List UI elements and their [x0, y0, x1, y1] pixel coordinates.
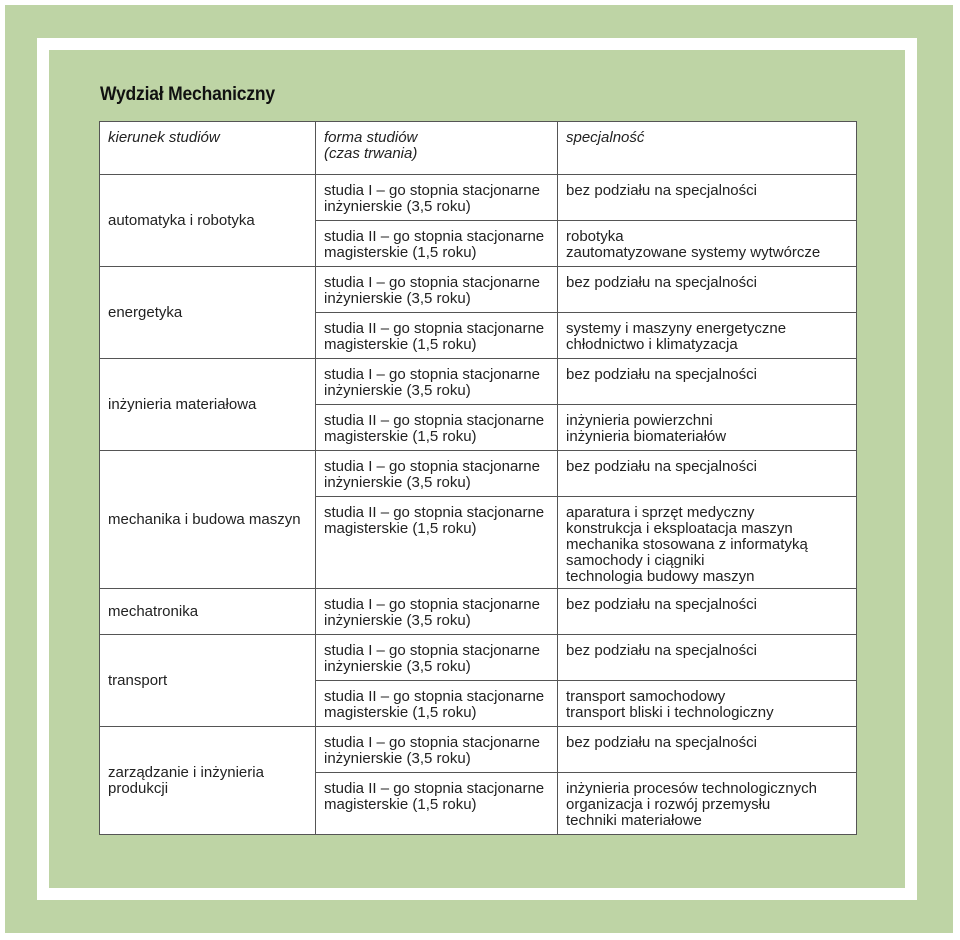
- study-form-line: studia II – go stopnia stacjonarne: [324, 228, 545, 245]
- table-row: [100, 451, 857, 497]
- field-of-study-cell: energetyka: [100, 267, 316, 359]
- study-form-line: magisterskie (1,5 roku): [324, 520, 477, 537]
- study-form-line: studia I – go stopnia stacjonarne: [324, 366, 540, 383]
- field-of-study-cell: transport: [100, 635, 316, 727]
- table-row: [100, 635, 857, 681]
- header-specialty: specjalność: [558, 122, 857, 175]
- study-form-line: magisterskie (1,5 roku): [324, 704, 477, 721]
- specialty-cell: [558, 405, 857, 451]
- specialty-item: bez podziału na specjalności: [566, 596, 757, 613]
- specialty-cell: [558, 681, 857, 727]
- study-form-cell: [316, 773, 558, 835]
- study-form-line: studia II – go stopnia stacjonarne: [324, 780, 545, 797]
- table-row: [100, 727, 857, 773]
- specialty-item: chłodnictwo i klimatyzacja: [566, 336, 738, 353]
- specialty-cell: [558, 451, 857, 497]
- study-form-line: studia I – go stopnia stacjonarne: [324, 458, 540, 475]
- specialty-item: zautomatyzowane systemy wytwórcze: [566, 244, 821, 261]
- specialty-cell: [558, 589, 857, 635]
- study-form-line: inżynierskie (3,5 roku): [324, 198, 471, 215]
- specialty-item: robotyka: [566, 228, 624, 245]
- specialty-item: transport samochodowy: [566, 688, 726, 705]
- specialty-item: bez podziału na specjalności: [566, 734, 757, 751]
- programs-table: [99, 121, 857, 835]
- field-of-study-cell: zarządzanie i inżynieria produkcji: [100, 727, 316, 835]
- specialty-item: organizacja i rozwój przemysłu: [566, 796, 771, 813]
- study-form-line: studia I – go stopnia stacjonarne: [324, 596, 540, 613]
- study-form-line: studia II – go stopnia stacjonarne: [324, 412, 545, 429]
- study-form-line: inżynierskie (3,5 roku): [324, 290, 471, 307]
- study-form-cell: [316, 727, 558, 773]
- study-form-cell: [316, 451, 558, 497]
- study-form-cell: [316, 405, 558, 451]
- field-of-study-cell: mechatronika: [100, 589, 316, 635]
- study-form-line: magisterskie (1,5 roku): [324, 336, 477, 353]
- field-of-study-cell: inżynieria materiałowa: [100, 359, 316, 451]
- specialty-item: inżynieria powierzchni: [566, 412, 713, 429]
- specialty-cell: [558, 267, 857, 313]
- study-form-line: inżynierskie (3,5 roku): [324, 658, 471, 675]
- header-form-line2: (czas trwania): [324, 145, 418, 162]
- specialty-item: inżynieria biomateriałów: [566, 428, 727, 445]
- study-form-cell: [316, 359, 558, 405]
- study-form-line: studia I – go stopnia stacjonarne: [324, 182, 540, 199]
- table-header-row: [100, 122, 857, 175]
- study-form-cell: [316, 589, 558, 635]
- table-row: [100, 175, 857, 221]
- study-form-line: magisterskie (1,5 roku): [324, 428, 477, 445]
- study-form-cell: [316, 635, 558, 681]
- specialty-cell: [558, 635, 857, 681]
- study-form-line: studia II – go stopnia stacjonarne: [324, 320, 545, 337]
- specialty-item: technologia budowy maszyn: [566, 568, 755, 585]
- study-form-line: studia I – go stopnia stacjonarne: [324, 734, 540, 751]
- specialty-cell: [558, 727, 857, 773]
- specialty-item: konstrukcja i eksploatacja maszyn: [566, 520, 793, 537]
- specialty-item: aparatura i sprzęt medyczny: [566, 504, 755, 521]
- specialty-item: bez podziału na specjalności: [566, 642, 757, 659]
- specialty-item: mechanika stosowana z informatyką: [566, 536, 808, 553]
- study-form-line: inżynierskie (3,5 roku): [324, 612, 471, 629]
- specialty-item: bez podziału na specjalności: [566, 458, 757, 475]
- study-form-cell: [316, 267, 558, 313]
- field-of-study-cell: mechanika i budowa maszyn: [100, 451, 316, 589]
- field-of-study-cell: automatyka i robotyka: [100, 175, 316, 267]
- header-form: [316, 122, 558, 175]
- specialty-item: transport bliski i technologiczny: [566, 704, 774, 721]
- table-body: [100, 175, 857, 835]
- specialty-item: samochody i ciągniki: [566, 552, 705, 569]
- study-form-line: inżynierskie (3,5 roku): [324, 474, 471, 491]
- study-form-cell: [316, 175, 558, 221]
- specialty-cell: [558, 175, 857, 221]
- study-form-cell: [316, 497, 558, 589]
- specialty-cell: [558, 313, 857, 359]
- specialty-item: systemy i maszyny energetyczne: [566, 320, 787, 337]
- specialty-cell: [558, 221, 857, 267]
- table-row: [100, 589, 857, 635]
- specialty-item: bez podziału na specjalności: [566, 366, 757, 383]
- table-row: [100, 359, 857, 405]
- specialty-item: bez podziału na specjalności: [566, 182, 757, 199]
- study-form-line: studia II – go stopnia stacjonarne: [324, 688, 545, 705]
- study-form-line: inżynierskie (3,5 roku): [324, 750, 471, 767]
- study-form-line: magisterskie (1,5 roku): [324, 796, 477, 813]
- study-form-line: studia II – go stopnia stacjonarne: [324, 504, 545, 521]
- specialty-item: inżynieria procesów technologicznych: [566, 780, 817, 797]
- study-form-line: studia I – go stopnia stacjonarne: [324, 642, 540, 659]
- study-form-line: magisterskie (1,5 roku): [324, 244, 477, 261]
- header-form-line1: forma studiów: [324, 129, 418, 146]
- page-title: Wydział Mechaniczny: [100, 84, 275, 105]
- table-row: [100, 267, 857, 313]
- study-form-cell: [316, 313, 558, 359]
- specialty-cell: [558, 773, 857, 835]
- study-form-cell: [316, 221, 558, 267]
- specialty-cell: [558, 359, 857, 405]
- specialty-cell: [558, 497, 857, 589]
- study-form-cell: [316, 681, 558, 727]
- specialty-item: techniki materiałowe: [566, 812, 702, 829]
- specialty-item: bez podziału na specjalności: [566, 274, 757, 291]
- study-form-line: inżynierskie (3,5 roku): [324, 382, 471, 399]
- header-field: kierunek studiów: [100, 122, 316, 175]
- study-form-line: studia I – go stopnia stacjonarne: [324, 274, 540, 291]
